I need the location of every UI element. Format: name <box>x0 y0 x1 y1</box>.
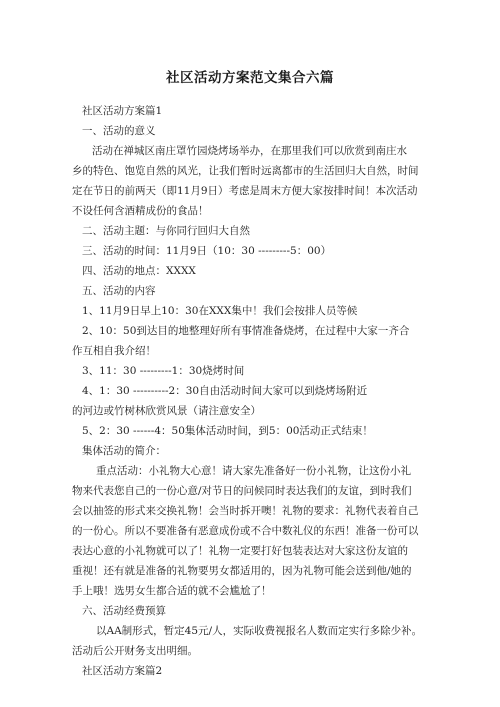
paragraph-line: 乡的特色、饱览自然的风光，让我们暂时远离都市的生活回归大自然，时间 <box>72 165 419 177</box>
document-title: 社区活动方案范文集合六篇 <box>166 70 334 86</box>
section-subheading: 六、活动经费预算 <box>82 605 166 617</box>
list-item: 2、10：50到达目的地整理好所有事情准备烧烤，在过程中大家一齐合 <box>82 325 410 337</box>
list-item-continuation: 的河边或竹树林欣赏风景（请注意安全） <box>72 405 261 417</box>
section-heading: 社区活动方案篇1 <box>82 105 163 117</box>
paragraph-line: 重点活动：小礼物大心意！请大家先准备好一份小礼物，让这份小礼 <box>96 465 411 477</box>
paragraph-line: 活动在禅城区南庄罩竹园烧烤场举办，在那里我们可以欣赏到南庄水 <box>92 145 407 157</box>
section-subheading: 集体活动的简介： <box>82 445 166 457</box>
paragraph-line: 定在节日的前两天（即11月9日）考虑是周末方便大家按排时间！本次活动 <box>72 185 418 197</box>
section-heading: 社区活动方案篇2 <box>82 665 163 677</box>
list-item: 3、11：30 ---------1：30烧烤时间 <box>82 365 245 377</box>
document-body <box>72 101 434 681</box>
list-item: 4、1：30 ----------2：30自由活动时间大家可以到烧烤场附近 <box>82 385 368 397</box>
paragraph-line: 以AA制形式，暂定45元/人，实际收费视报名人数而定实行多除少补。 <box>96 625 423 637</box>
paragraph-line: 重视！还有就是准备的礼物要男女都适用的，因为礼物可能会送到他/她的 <box>72 565 412 577</box>
paragraph-line: 的一份心。所以不要准备有恶意成份或不合中数礼仪的东西！准备一份可以 <box>72 525 419 537</box>
paragraph-line: 表达心意的小礼物就可以了！礼物一定要打好包装表达对大家这份友谊的 <box>72 545 408 557</box>
list-item: 5、2：30 ------4：50集体活动时间，到5：00活动正式结束！ <box>82 425 373 437</box>
list-item: 1、11月9日早上10：30在XXX集中！我们会按排人员等候 <box>82 305 358 317</box>
list-item-continuation: 作互相自我介绍！ <box>72 345 156 357</box>
paragraph-line: 手上哦！选男女生都合适的就不会尴尬了！ <box>72 585 272 597</box>
paragraph-line: 活动后公开财务支出明细。 <box>72 645 198 657</box>
paragraph-line: 不设任何含酒精成份的食品！ <box>72 205 209 217</box>
section-subheading: 五、活动的内容 <box>82 285 156 297</box>
section-subheading: 二、活动主题：与你同行回归大自然 <box>82 225 250 237</box>
paragraph-line: 物来代表您自己的一份心意/对节日的问候同时表达我们的友谊，到时我们 <box>72 485 412 497</box>
section-subheading: 一、活动的意义 <box>82 125 156 137</box>
section-subheading: 四、活动的地点：XXXX <box>82 265 196 277</box>
paragraph-line: 会以抽签的形式来交换礼物！会当时拆开噢！礼物的要求：礼物代表着自己 <box>72 505 419 517</box>
section-subheading: 三、活动的时间：11月9日（10：30 ---------5：00） <box>82 245 332 257</box>
